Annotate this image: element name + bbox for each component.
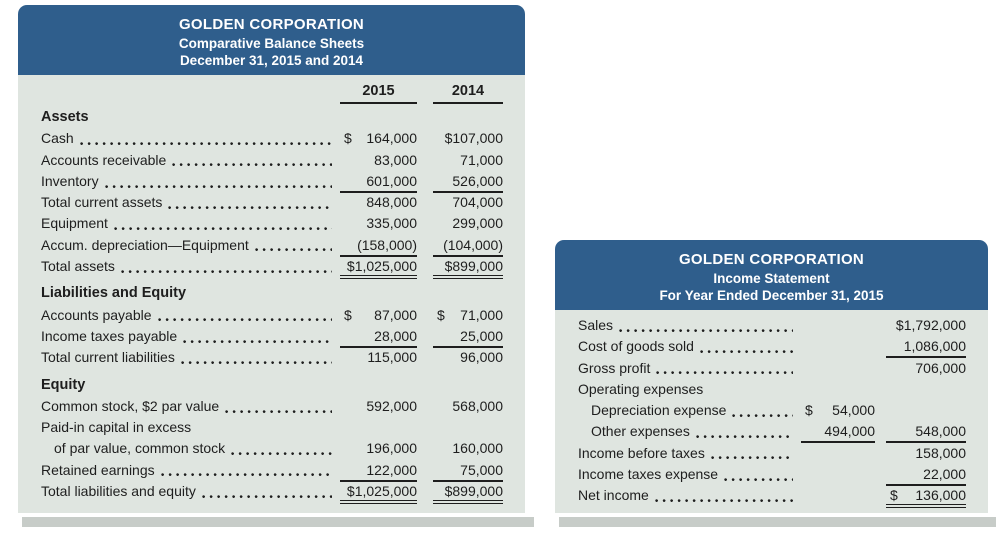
amount-cell	[340, 173, 417, 193]
amount-value: 568,000	[452, 397, 503, 414]
amount-value: 54,000	[832, 402, 875, 419]
amount-cell	[433, 215, 503, 233]
amount-value: 25,000	[460, 327, 503, 344]
amount-value: 75,000	[460, 461, 503, 478]
amount-cell	[433, 483, 503, 504]
amount-value: 71,000	[460, 151, 503, 168]
statement-row	[41, 194, 503, 215]
dot-leader	[161, 473, 332, 481]
dot-leader	[80, 142, 332, 150]
row-label: Total current liabilities	[41, 349, 175, 366]
dot-leader	[696, 435, 793, 443]
amount-cell	[801, 456, 875, 458]
row-label: Income taxes payable	[41, 327, 178, 344]
dot-leader	[158, 318, 332, 326]
amount-cell	[340, 398, 417, 416]
row-label: Net income	[578, 487, 649, 504]
row-label: Other expenses	[591, 423, 690, 440]
row-label: Sales	[578, 317, 614, 333]
amount-cell	[801, 349, 875, 351]
amount-cell	[340, 152, 417, 170]
row-label: Income taxes expense	[578, 466, 719, 483]
dot-leader	[231, 452, 332, 460]
statement-row	[41, 440, 503, 461]
amount-cell	[886, 413, 966, 415]
amount-cell	[340, 462, 417, 482]
statement-row	[578, 423, 966, 444]
amount-value: 83,000	[374, 151, 417, 168]
statement-row	[41, 483, 503, 504]
currency-symbol: $	[344, 306, 352, 323]
statement-row	[578, 317, 966, 338]
currency-symbol: $	[344, 130, 352, 147]
amount-value: 136,000	[915, 487, 966, 504]
amount-cell	[801, 498, 875, 500]
amount-cell	[886, 466, 966, 486]
amount-cell	[801, 328, 875, 330]
dot-leader	[655, 499, 793, 507]
amount-cell	[340, 215, 417, 233]
dot-leader	[181, 361, 332, 369]
statement-date: For Year Ended December 31, 2015	[659, 288, 884, 303]
statement-row	[41, 130, 503, 151]
dot-leader	[168, 206, 332, 214]
amount-value: 592,000	[366, 397, 417, 414]
row-label: Total assets	[41, 258, 115, 275]
amount-cell	[433, 307, 503, 325]
statement-title: Comparative Balance Sheets	[178, 35, 365, 51]
amount-cell	[886, 360, 966, 378]
amount-value: 96,000	[460, 349, 503, 366]
amount-value: $1,792,000	[895, 317, 966, 333]
row-label: Gross profit	[578, 359, 651, 376]
amount-value: $899,000	[444, 258, 503, 275]
row-label: Accum. depreciation—Equipment	[41, 236, 249, 253]
statement-row	[41, 419, 503, 440]
amount-value: (104,000)	[443, 236, 503, 253]
dot-leader	[172, 163, 332, 171]
amount-value: $1,025,000	[346, 258, 417, 275]
currency-symbol: $	[890, 487, 898, 504]
amount-value: 335,000	[366, 215, 417, 232]
amount-value: 494,000	[824, 423, 875, 440]
dot-leader	[732, 414, 793, 422]
amount-value: (158,000)	[357, 236, 417, 253]
dot-leader	[656, 371, 793, 379]
statement-row	[578, 338, 966, 359]
amount-cell	[801, 423, 875, 443]
row-label: Liabilities and Equity	[41, 285, 187, 302]
amount-value: 160,000	[452, 440, 503, 457]
amount-value: $1,025,000	[346, 483, 417, 500]
company-name: GOLDEN CORPORATION	[178, 16, 365, 33]
amount-cell	[340, 258, 417, 279]
dot-leader	[255, 248, 332, 256]
amount-cell	[340, 440, 417, 458]
row-label: Depreciation expense	[591, 402, 727, 419]
section-header-row	[41, 109, 503, 130]
amount-cell	[433, 194, 503, 212]
amount-value: $899,000	[444, 483, 503, 500]
income-statement-card	[555, 240, 988, 513]
row-label: Assets	[41, 109, 89, 125]
statement-title: Income Statement	[713, 270, 830, 286]
dot-leader	[105, 185, 332, 193]
dot-leader	[619, 329, 793, 337]
amount-value: $107,000	[444, 130, 503, 147]
income-statement-body	[555, 310, 988, 513]
amount-cell	[433, 258, 503, 279]
balance-sheet-rows	[41, 109, 503, 504]
amount-value: 299,000	[452, 215, 503, 232]
amount-cell	[340, 130, 417, 148]
dot-leader	[225, 410, 332, 418]
dot-leader	[711, 456, 793, 464]
row-label: of par value, common stock	[54, 440, 226, 457]
section-header-row	[41, 285, 503, 306]
company-name: GOLDEN CORPORATION	[678, 251, 865, 268]
currency-symbol: $	[805, 402, 813, 419]
amount-cell	[340, 328, 417, 348]
statement-row	[41, 462, 503, 483]
statement-row	[41, 307, 503, 328]
statement-row	[41, 152, 503, 173]
amount-cell	[801, 371, 875, 373]
amount-cell	[433, 237, 503, 257]
row-label: Paid-in capital in excess	[41, 419, 192, 436]
amount-value: 526,000	[452, 172, 503, 189]
amount-cell	[340, 483, 417, 504]
amount-cell	[433, 440, 503, 458]
dot-leader	[700, 350, 793, 358]
row-label: Cash	[41, 130, 74, 147]
statement-row	[41, 237, 503, 258]
amount-value: 601,000	[366, 172, 417, 189]
row-label: Retained earnings	[41, 461, 155, 478]
statement-row	[578, 466, 966, 487]
amount-cell	[801, 477, 875, 479]
amount-value: 848,000	[366, 194, 417, 211]
amount-cell	[340, 307, 417, 325]
balance-sheet-card	[18, 5, 525, 513]
amount-cell	[886, 423, 966, 443]
row-label: Inventory	[41, 172, 99, 189]
amount-cell	[433, 349, 503, 367]
dot-leader	[114, 227, 332, 235]
column-header: 2014	[433, 83, 503, 104]
amount-cell	[340, 349, 417, 367]
amount-value: 87,000	[374, 306, 417, 323]
statement-row	[578, 487, 966, 508]
amount-cell	[433, 462, 503, 482]
statement-row	[578, 445, 966, 466]
row-label: Common stock, $2 par value	[41, 397, 220, 414]
amount-cell	[433, 328, 503, 348]
amount-cell	[886, 445, 966, 463]
amount-value: 706,000	[915, 359, 966, 376]
row-label: Cost of goods sold	[578, 338, 694, 355]
section-header-row	[41, 377, 503, 398]
amount-value: 115,000	[367, 349, 417, 366]
amount-value: 1,086,000	[903, 338, 966, 355]
income-statement-rows	[578, 317, 966, 509]
statement-date: December 31, 2015 and 2014	[179, 53, 364, 68]
row-label: Accounts receivable	[41, 151, 167, 168]
row-label: Equipment	[41, 215, 108, 232]
statement-row	[578, 381, 966, 402]
row-label: Total liabilities and equity	[41, 483, 196, 500]
amount-value: 22,000	[923, 466, 966, 483]
amount-value: 164,000	[366, 130, 417, 147]
amount-value: 71,000	[460, 306, 503, 323]
row-label: Income before taxes	[578, 444, 705, 461]
dot-leader	[121, 270, 332, 278]
amount-cell	[433, 173, 503, 193]
amount-cell	[886, 338, 966, 358]
currency-symbol: $	[437, 306, 445, 323]
amount-value: 122,000	[366, 461, 417, 478]
statement-row	[41, 215, 503, 236]
balance-sheet-body	[18, 75, 525, 513]
statement-row	[41, 258, 503, 279]
amount-cell	[886, 487, 966, 508]
row-label: Total current assets	[41, 194, 163, 211]
amount-cell	[433, 398, 503, 416]
amount-cell	[433, 152, 503, 170]
amount-cell	[801, 402, 875, 420]
statement-row	[41, 328, 503, 349]
income-statement-header	[555, 240, 988, 310]
dot-leader	[183, 340, 332, 348]
balance-sheet-header	[18, 5, 525, 75]
statement-row	[41, 398, 503, 419]
row-label: Operating expenses	[578, 380, 704, 397]
statement-row	[41, 349, 503, 370]
amount-cell	[433, 130, 503, 148]
row-label: Equity	[41, 376, 86, 393]
amount-value: 548,000	[915, 423, 966, 440]
statement-row	[578, 360, 966, 381]
dot-leader	[724, 478, 793, 486]
column-header: 2015	[340, 83, 417, 104]
statement-row	[41, 173, 503, 194]
row-label: Accounts payable	[41, 306, 152, 323]
amount-cell	[886, 317, 966, 335]
amount-value: 196,000	[366, 440, 417, 457]
amount-value: 158,000	[915, 444, 966, 461]
statement-row	[578, 402, 966, 423]
column-headers	[41, 83, 503, 104]
dot-leader	[202, 495, 332, 503]
amount-value: 704,000	[452, 194, 503, 211]
amount-cell	[340, 194, 417, 212]
amount-cell	[340, 237, 417, 257]
amount-value: 28,000	[374, 327, 417, 344]
